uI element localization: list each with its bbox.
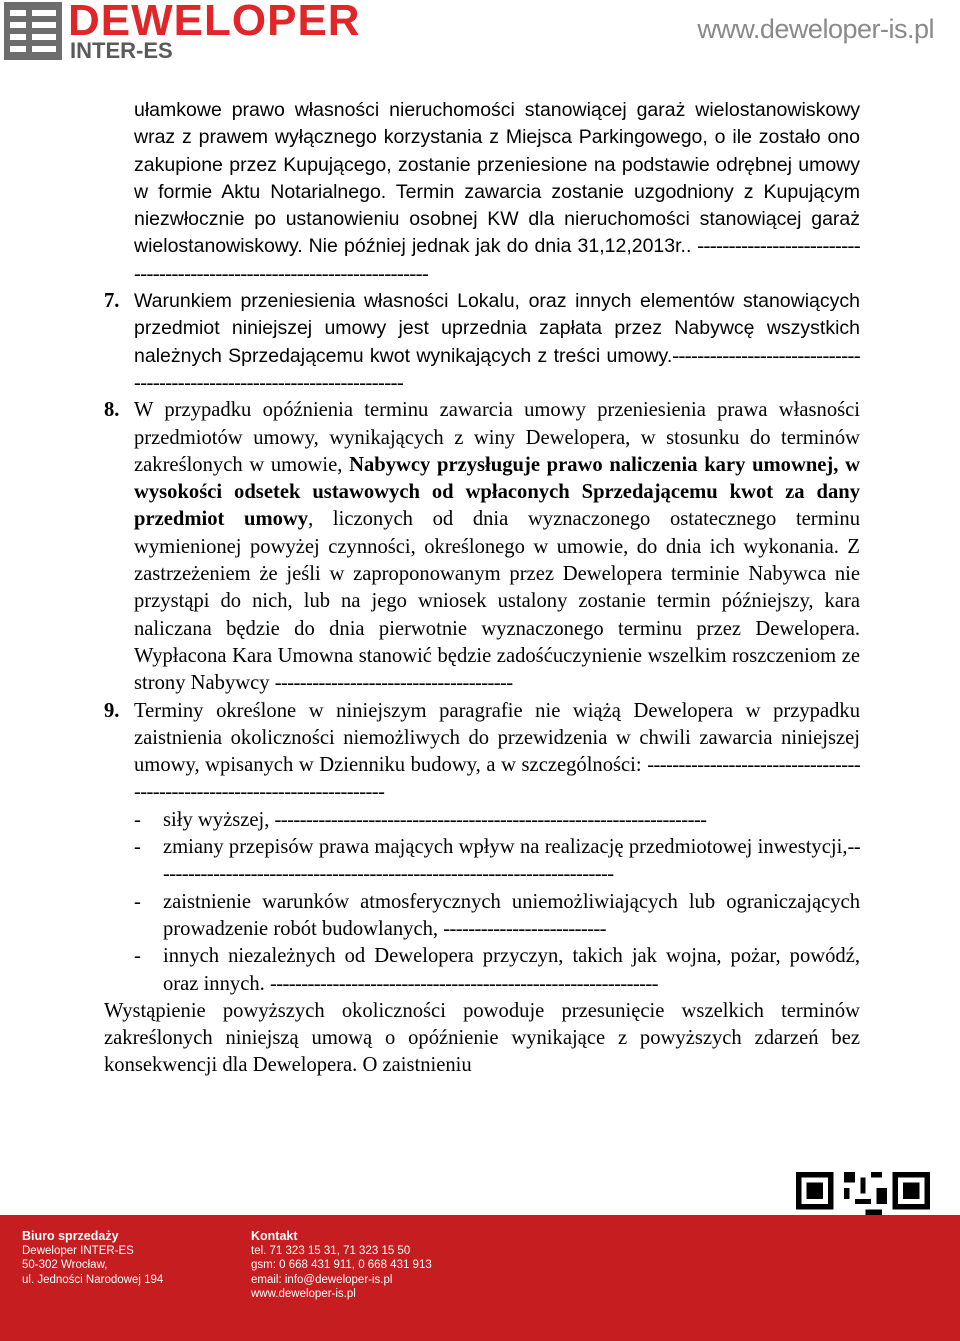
page-footer bbox=[0, 1215, 960, 1341]
brand-subtitle: INTER-ES bbox=[70, 38, 173, 63]
header-url-link[interactable]: www.deweloper-is.pl bbox=[697, 14, 934, 44]
clause-8: 8. W przypadku opóźnienia terminu zawarcia umowy przeniesienia prawa własności przedmiotów umowy, wynikających z winy Dewelopera, w stosunku do terminów zakreślonych w umowie, Nabywcy przysługuje prawo naliczenia kary umownej, w wysokości odsetek ustawowych od wpłaconych Sprzedającemu kwot za dany przedmiot umowy, liczonych od dnia wyznaczonego ostatecznego terminu wymienionej powyżej czynności, określonego w umowie, do dnia ich wykonania. Z zastrzeżeniem że jeśli w zaproponowanym przez Dewelopera terminie Nabywca nie przystąpi do nich, lub na jego wniosek ustalony zostanie termin późniejszy, kara naliczana będzie do dnia pierwotnie wyznaczonego terminu przez Dewelopera. Wypłacona Kara Umowna stanowić będzie zadośćuczynienie wszelkim roszczeniom ze strony Nabywcy -------------------------------------- bbox=[104, 399, 861, 695]
list-item: - zaistnienie warunków atmosferycznych uniemożliwiających lub ograniczających prowadzenie robót budowlanych, -------------------------- bbox=[134, 890, 860, 940]
bold-clause-text: Nabywcy przysługuje prawo naliczenia kary umownej, w wysokości odsetek ustawowych od wpłaconych Sprzedającemu kwot za dany przedmiot umowy bbox=[134, 453, 861, 531]
sales-office: Biuro sprzedaży Deweloper INTER-ES 50-302 Wrocław, ul. Jedności Narodowej 194 bbox=[22, 1229, 164, 1286]
email-link[interactable]: email: info@deweloper-is.pl bbox=[251, 1273, 393, 1286]
phone-numbers: tel. 71 323 15 31, 71 323 15 50 bbox=[251, 1244, 411, 1257]
list-item: - zmiany przepisów prawa mających wpływ na realizację przedmiotowej inwestycji,-------------------------------------------------------------------------- bbox=[134, 836, 860, 886]
document-body bbox=[104, 97, 860, 1080]
clause-number: 7. bbox=[104, 290, 120, 313]
building-logo-icon bbox=[4, 2, 62, 60]
intro-paragraph: ułamkowe prawo własności nieruchomości stanowiącej garaż wielostanowiskowy wraz z prawem wyłącznego korzystania z Miejsca Parkingowego, o ile zostało ono zakupione przez Kupującego, zostanie przeniesione na podstawie odrębnej umowy w formie Aktu Notarialnego. Termin zawarcia zostanie uzgodniony z Kupującym niezwłocznie po ustanowieniu osobnej KW dla nieruchomości stanowiącej garaż wielostanowiskowy. Nie później jednak jak do dnia 31,12,2013r.. ------------------------------------------------------------------------- bbox=[134, 99, 860, 285]
page-header bbox=[0, 0, 960, 72]
website-link[interactable]: www.deweloper-is.pl bbox=[251, 1288, 356, 1301]
clause-number: 8. bbox=[104, 399, 120, 422]
clause-text: Terminy określone w niniejszym paragrafie nie wiążą Dewelopera w przypadku zaistnienia okoliczności niemożliwych do przewidzenia w chwili zawarcia niniejszej umowy, wpisanych w Dzienniku budowy, a w szczególności: bbox=[134, 699, 860, 777]
clause-number: 9. bbox=[104, 699, 120, 722]
list-item: - siły wyższej, --------------------------------------------------------------------- bbox=[134, 808, 707, 831]
list-item: - innych niezależnych od Dewelopera przyczyn, takich jak wojna, pożar, powódź, oraz innych. -------------------------------------------------------------- bbox=[134, 945, 860, 995]
mobile-numbers: gsm: 0 668 431 911, 0 668 431 913 bbox=[251, 1259, 432, 1272]
clause-text: Warunkiem przeniesienia własności Lokalu, oraz innych elementów stanowiących przedmiot niniejszej umowy jest uprzednia zapłata przez Nabywcę wszystkich należnych Sprzedającemu kwot wynikających z treści umowy. bbox=[134, 290, 860, 367]
contact-info bbox=[251, 1229, 432, 1302]
brand-name: DEWELOPER bbox=[68, 0, 361, 45]
clause-9: 9. Terminy określone w niniejszym paragrafie nie wiążą Dewelopera w przypadku zaistnienia okoliczności niemożliwych do przewidzenia w chwili zawarcia niniejszej umowy, wpisanych w Dzienniku budowy, a w szczególności: -------------------------------------------------------------------------- bbox=[104, 699, 860, 804]
closing-paragraph: Wystąpienie powyższych okoliczności powoduje przesunięcie wszelkich terminów zakreślonych niniejszą umową o opóźnienie wynikające z powyższych zdarzeń bez konsekwencji dla Dewelopera. O zaistnieniu bbox=[104, 999, 860, 1077]
contact-title: Kontakt bbox=[251, 1229, 298, 1243]
sales-title: Biuro sprzedaży bbox=[22, 1229, 119, 1243]
clause-7: 7. Warunkiem przeniesienia własności Lokalu, oraz innych elementów stanowiących przedmiot niniejszej umowy jest uprzednia zapłata przez Nabywcę wszystkich należnych Sprzedającemu kwot wynikających z treści umowy.------------------------------------------------------------------------- bbox=[104, 290, 860, 394]
